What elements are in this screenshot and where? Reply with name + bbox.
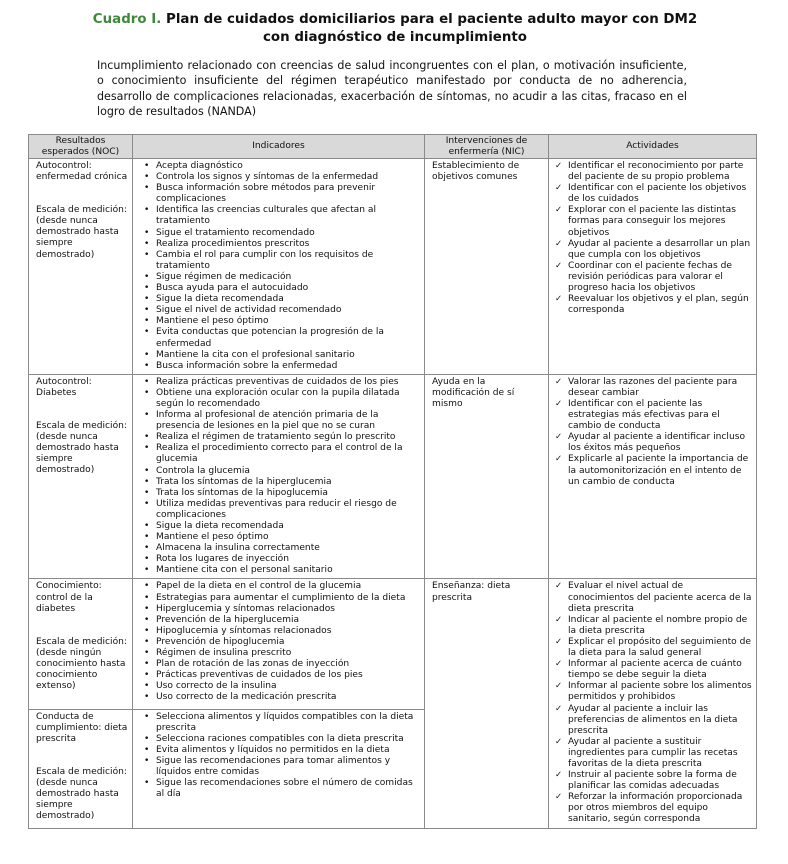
indicators-cell [133,709,425,828]
activity-item: ✓ Explorar con el paciente las distintas formas para conseguir los mejores objetivos [555,205,752,238]
table-title [90,11,700,47]
activity-item: ✓ Explicarle al paciente la importancia de la automonitorización en el intento de un cambio de conducta [555,454,752,487]
indicators-list [139,161,420,372]
indicators-list [139,581,420,703]
indicator-item: • Trata los síntomas de la hipoglucemia [139,488,420,499]
nic-cell: Establecimiento de objetivos comunes [425,159,549,375]
table-row [29,159,757,375]
indicator-item: • Controla los signos y síntomas de la enfermedad [139,172,420,183]
noc-title: Autocontrol: enfermedad crónica [36,161,128,183]
indicator-item: • Obtiene una exploración ocular con la pupila dilatada según lo recomendado [139,388,420,410]
indicator-item: • Hiperglucemia y síntomas relacionados [139,604,420,615]
indicator-item: • Mantiene el peso óptimo [139,316,420,327]
indicator-item: • Sigue la dieta recomendada [139,521,420,532]
indicator-item: • Realiza el procedimiento correcto para el control de la glucemia [139,443,420,465]
noc-title: Autocontrol: Diabetes [36,376,92,398]
indicator-item: • Realiza el régimen de tratamiento según lo prescrito [139,432,420,443]
indicators-cell [133,374,425,579]
table-title-text: Plan de cuidados domiciliarios para el paciente adulto mayor con DM2 con diagnóstico de incumplimiento [166,12,698,45]
activities-cell [549,159,757,375]
indicator-item: • Prácticas preventivas de cuidados de los pies [139,670,420,681]
nic-cell: Enseñanza: dieta prescrita [425,579,549,828]
header-activities: Actividades [549,135,757,159]
activity-item: ✓ Ayudar al paciente a desarrollar un plan que cumpla con los objetivos [555,239,752,261]
indicator-item: • Rota los lugares de inyección [139,554,420,565]
indicator-item: • Sigue las recomendaciones para tomar alimentos y líquidos entre comidas [139,756,420,778]
activity-item: ✓ Explicar el propósito del seguimiento de la dieta para la salud general [555,637,752,659]
noc-scale: Escala de medición: (desde nunca demostrado hasta siempre demostrado) [36,767,127,822]
nic-cell: Ayuda en la modificación de sí mismo [425,374,549,579]
indicators-cell [133,579,425,709]
indicator-item: • Sigue las recomendaciones sobre el número de comidas al día [139,778,420,800]
indicator-item: • Busca información sobre métodos para prevenir complicaciones [139,183,420,205]
header-indicators: Indicadores [133,135,425,159]
indicator-item: • Uso correcto de la medicación prescrita [139,692,420,703]
indicator-item: • Papel de la dieta en el control de la glucemia [139,581,420,592]
activity-item: ✓ Reevaluar los objetivos y el plan, según corresponda [555,294,752,316]
indicator-item: • Plan de rotación de las zonas de inyección [139,659,420,670]
noc-cell [29,709,133,828]
activity-item: ✓ Identificar el reconocimiento por parte del paciente de su propio problema [555,161,752,183]
activity-item: ✓ Ayudar al paciente a incluir las preferencias de alimentos en la dieta prescrita [555,704,752,737]
activity-item: ✓ Identificar con el paciente los objetivos de los cuidados [555,183,752,205]
header-nic: Intervenciones de enfermería (NIC) [425,135,549,159]
indicators-list [139,377,420,577]
activity-item: ✓ Instruir al paciente sobre la forma de planificar las comidas adecuadas [555,770,752,792]
activity-item: ✓ Indicar al paciente el nombre propio de la dieta prescrita [555,615,752,637]
indicator-item: • Régimen de insulina prescrito [139,648,420,659]
indicator-item: • Controla la glucemia [139,466,420,477]
indicators-list [139,712,420,801]
activities-list [555,161,752,316]
indicator-item: • Hipoglucemia y síntomas relacionados [139,626,420,637]
table-row [29,579,757,709]
indicator-item: • Estrategias para aumentar el cumplimiento de la dieta [139,593,420,604]
indicator-item: • Prevención de hipoglucemia [139,637,420,648]
activities-cell [549,374,757,579]
indicator-item: • Utiliza medidas preventivas para reducir el riesgo de complicaciones [139,499,420,521]
indicator-item: • Sigue la dieta recomendada [139,294,420,305]
nanda-diagnosis-paragraph: Incumplimiento relacionado con creencias de salud incongruentes con el plan, o motivación insuficiente, o conocimiento insuficiente del régimen terapéutico manifestado por conducta de no adherencia, desarrollo de complicaciones relacionadas, exacerbación de síntomas, no acudir a las citas, fracaso en el logro de resultados (NANDA) [97,59,687,118]
indicator-item: • Evita conductas que potencian la progresión de la enfermedad [139,327,420,349]
activities-list [555,581,752,825]
activity-item: ✓ Informar al paciente acerca de cuánto tiempo se debe seguir la dieta [555,659,752,681]
activity-item: ✓ Informar al paciente sobre los alimentos permitidos y prohibidos [555,681,752,703]
activity-item: ✓ Identificar con el paciente las estrategias más efectivas para el cambio de conducta [555,399,752,432]
indicator-item: • Sigue régimen de medicación [139,272,420,283]
indicator-item: • Trata los síntomas de la hiperglucemia [139,477,420,488]
activity-item: ✓ Coordinar con el paciente fechas de revisión periódicas para valorar el progreso hacia los objetivos [555,261,752,294]
indicator-item: • Acepta diagnóstico [139,161,420,172]
header-noc: Resultados esperados (NOC) [29,135,133,159]
indicator-item: • Uso correcto de la insulina [139,681,420,692]
activity-item: ✓ Ayudar al paciente a sustituir ingredientes para cumplir las recetas favoritas de la dieta prescrita [555,737,752,770]
activity-item: ✓ Valorar las razones del paciente para desear cambiar [555,377,752,399]
indicator-item: • Mantiene la cita con el profesional sanitario [139,350,420,361]
indicator-item: • Identifica las creencias culturales que afectan al tratamiento [139,205,420,227]
noc-scale: Escala de medición: (desde ningún conocimiento hasta conocimiento extenso) [36,636,127,692]
noc-title: Conocimiento: control de la diabetes [36,581,102,614]
indicator-item: • Selecciona raciones compatibles con la dieta prescrita [139,734,420,745]
indicator-item: • Almacena la insulina correctamente [139,543,420,554]
noc-scale: Escala de medición: (desde nunca demostrado hasta siempre demostrado) [36,205,127,260]
activity-item: ✓ Evaluar el nivel actual de conocimientos del paciente acerca de la dieta prescrita [555,581,752,614]
indicator-item: • Realiza procedimientos prescritos [139,239,420,250]
activities-list [555,377,752,488]
indicator-item: • Selecciona alimentos y líquidos compatibles con la dieta prescrita [139,712,420,734]
activities-cell [549,579,757,828]
indicator-item: • Realiza prácticas preventivas de cuidados de los pies [139,377,420,388]
noc-cell [29,579,133,709]
indicator-item: • Sigue el tratamiento recomendado [139,228,420,239]
noc-cell [29,159,133,375]
indicator-item: • Sigue el nivel de actividad recomendado [139,305,420,316]
indicator-item: • Cambia el rol para cumplir con los requisitos de tratamiento [139,250,420,272]
table-row [29,374,757,579]
activity-item: ✓ Reforzar la información proporcionada por otros miembros del equipo sanitario, según corresponda [555,792,752,825]
indicator-item: • Busca información sobre la enfermedad [139,361,420,372]
noc-scale: Escala de medición: (desde nunca demostrado hasta siempre demostrado) [36,420,127,476]
table-label: Cuadro I. [92,12,162,27]
activity-item: ✓ Ayudar al paciente a identificar incluso los éxitos más pequeños [555,432,752,454]
indicator-item: • Mantiene el peso óptimo [139,532,420,543]
table-header-row [29,135,757,159]
indicator-item: • Prevención de la hiperglucemia [139,615,420,626]
indicator-item: • Busca ayuda para el autocuidado [139,283,420,294]
indicator-item: • Informa al profesional de atención primaria de la presencia de lesiones en la piel que no se curan [139,410,420,432]
indicator-item: • Evita alimentos y líquidos no permitidos en la dieta [139,745,420,756]
indicators-cell [133,159,425,375]
indicator-item: • Mantiene cita con el personal sanitario [139,565,420,576]
noc-title: Conducta de cumplimiento: dieta prescrita [36,711,128,744]
noc-cell [29,374,133,579]
care-plan-table [28,134,757,829]
